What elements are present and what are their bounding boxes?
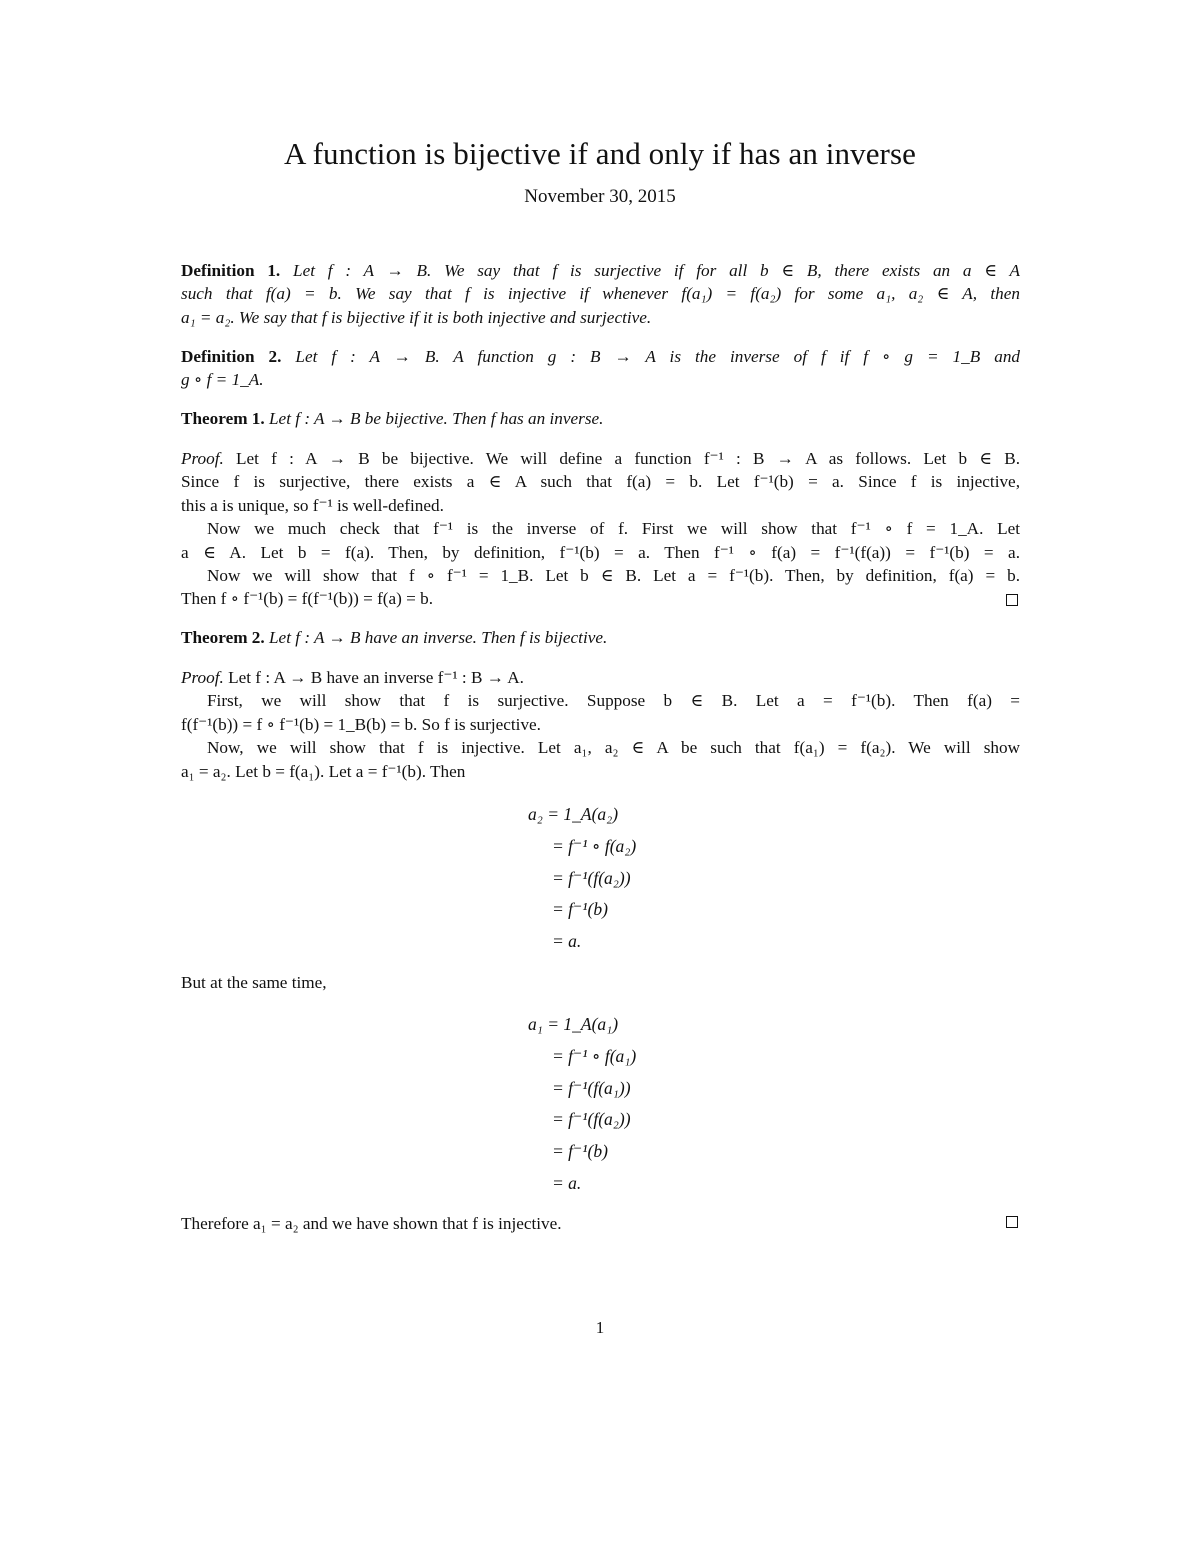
definition-1-line-1: Let f : A → B. We say that f is surjective if for all b ∈ B, there exists an a ∈ A [293, 261, 1021, 280]
definition-1-label: Definition 1. [181, 261, 281, 280]
proof-2-line-5: a₁ = a₂. Let b = f(a₁). Let a = f⁻¹(b). Then [181, 761, 466, 781]
document-date: November 30, 2015 [524, 186, 676, 207]
definition-1 [181, 259, 1020, 329]
definition-2 [181, 345, 1020, 392]
proof-2-middle-text: But at the same time, [181, 973, 327, 992]
definition-1-line-3: a₁ = a₂. We say that f is bijective if it is both injective and surjective. [181, 307, 652, 327]
proof-1 [181, 447, 1020, 611]
proof-1-line-6: Now we will show that f ∘ f⁻¹ = 1_B. Let b ∈ B. Let a = f⁻¹(b). Then, by definition, f(a) = b. [207, 566, 1020, 586]
theorem-1-statement: Let f : A → B be bijective. Then f has an inverse. [269, 409, 604, 428]
equation-2-line-5: = f⁻¹(b) [552, 1141, 608, 1162]
proof-2-middle [181, 971, 1020, 994]
proof-1-line-4: Now we much check that f⁻¹ is the inverse of f. First we will show that f⁻¹ ∘ f = 1_A. Let [207, 519, 1020, 539]
equation-block-1 [528, 799, 636, 958]
equation-1-line-3: = f⁻¹(f(a₂)) [552, 867, 631, 888]
theorem-1 [181, 407, 1020, 430]
proof-2-label: Proof. [181, 668, 224, 687]
theorem-2-label: Theorem 2. [181, 628, 265, 647]
proof-1-label: Proof. [181, 449, 224, 468]
theorem-2-statement: Let f : A → B have an inverse. Then f is bijective. [269, 628, 608, 647]
proof-1-line-3: this a is unique, so f⁻¹ is well-defined. [181, 495, 444, 515]
proof-2-conclusion [181, 1212, 1020, 1235]
qed-symbol [1006, 1216, 1018, 1228]
equation-1-line-5: = a. [552, 931, 582, 952]
proof-2-line-4: Now, we will show that f is injective. Let a₁, a₂ ∈ A be such that f(a₁) = f(a₂). We will show [207, 738, 1020, 758]
equation-1-line-2: = f⁻¹ ∘ f(a₂) [552, 835, 637, 856]
equation-2-line-4: = f⁻¹(f(a₂)) [552, 1109, 631, 1130]
equation-2-line-1: a₁ = 1_A(a₁) [528, 1014, 619, 1034]
proof-1-line-5: a ∈ A. Let b = f(a). Then, by definition, f⁻¹(b) = a. Then f⁻¹ ∘ f(a) = f⁻¹(f(a)) = f⁻¹(b) = a. [181, 542, 1020, 562]
equation-2-line-2: = f⁻¹ ∘ f(a₁) [552, 1045, 637, 1066]
equation-2-line-3: = f⁻¹(f(a₁)) [552, 1077, 631, 1098]
equation-2-line-6: = a. [552, 1172, 582, 1193]
equation-1-line-4: = f⁻¹(b) [552, 899, 608, 920]
definition-1-line-2: such that f(a) = b. We say that f is injective if whenever f(a₁) = f(a₂) for some a₁, a₂ ∈ A, then [181, 284, 1020, 304]
definition-2-line-1: Let f : A → B. A function g : B → A is the inverse of f if f ∘ g = 1_B and [295, 347, 1021, 366]
proof-2-line-1: Let f : A → B have an inverse f⁻¹ : B → A. [228, 668, 524, 687]
equation-block-2 [528, 1009, 636, 1200]
document-title: A function is bijective if and only if has an inverse [283, 136, 917, 171]
proof-2 [181, 666, 1020, 783]
proof-1-line-7: Then f ∘ f⁻¹(b) = f(f⁻¹(b)) = f(a) = b. [181, 589, 434, 609]
proof-2-line-2: First, we will show that f is surjective. Suppose b ∈ B. Let a = f⁻¹(b). Then f(a) = [207, 691, 1020, 711]
definition-2-line-2: g ∘ f = 1_A. [181, 370, 264, 390]
proof-1-line-1: Let f : A → B be bijective. We will define a function f⁻¹ : B → A as follows. Let b ∈ B. [236, 449, 1021, 468]
definition-2-label: Definition 2. [181, 347, 282, 366]
proof-1-line-2: Since f is surjective, there exists a ∈ A such that f(a) = b. Let f⁻¹(b) = a. Since f is injective, [181, 472, 1020, 492]
proof-2-line-3: f(f⁻¹(b)) = f ∘ f⁻¹(b) = 1_B(b) = b. So f is surjective. [181, 714, 541, 734]
page-number: 1 [595, 1318, 605, 1337]
qed-symbol [1006, 594, 1018, 606]
equation-1-line-1: a₂ = 1_A(a₂) [528, 804, 619, 824]
theorem-1-label: Theorem 1. [181, 409, 265, 428]
theorem-2 [181, 626, 1020, 649]
proof-2-conclusion-text: Therefore a₁ = a₂ and we have shown that f is injective. [181, 1214, 562, 1233]
